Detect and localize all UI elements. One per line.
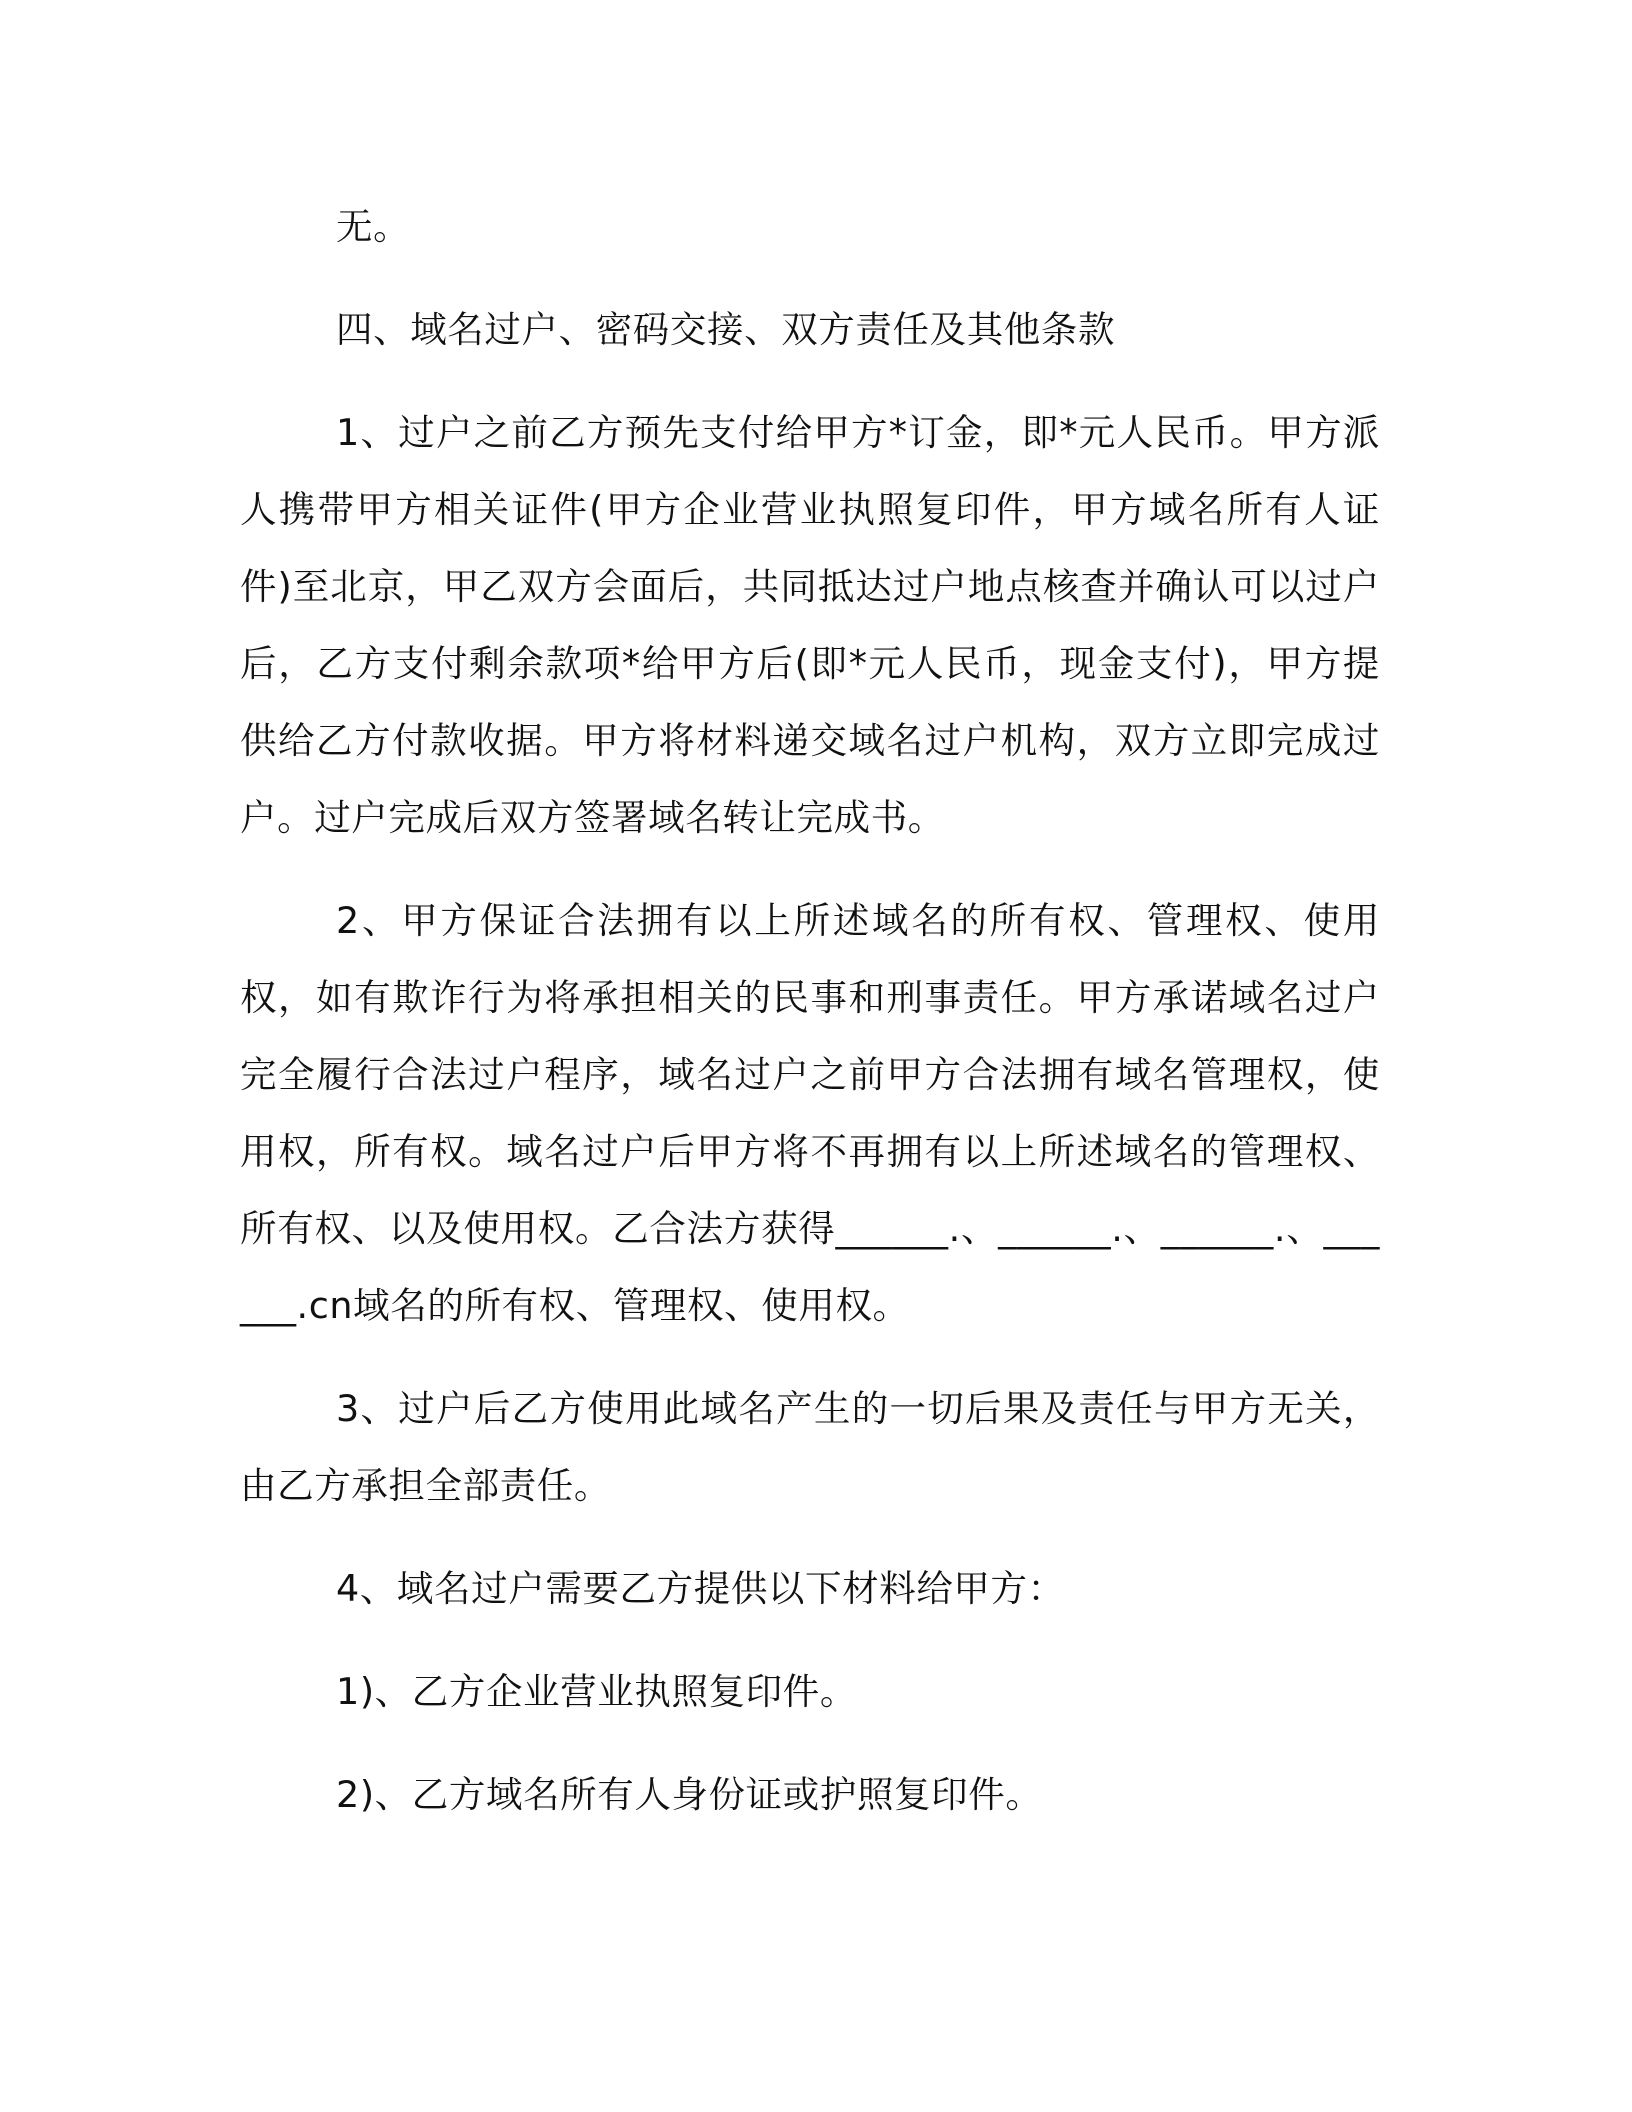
clause-4-item-2: 2)、乙方域名所有人身份证或护照复印件。 bbox=[336, 1773, 1043, 1816]
document-page bbox=[240, 188, 1380, 1859]
clause-3: 3、过户后乙方使用此域名产生的一切后果及责任与甲方无关，由乙方承担全部责任。 bbox=[240, 1387, 1380, 1507]
section-heading-four: 四、域名过户、密码交接、双方责任及其他条款 bbox=[336, 308, 1116, 351]
clause-1: 1、过户之前乙方预先支付给甲方*订金，即*元人民币。甲方派人携带甲方相关证件(甲方企业营业执照复印件，甲方域名所有人证件)至北京，甲乙双方会面后，共同抵达过户地点核查并确认可以过户后，乙方支付剩余款项*给甲方后(即*元人民币，现金支付)，甲方提供给乙方付款收据。甲方将材料递交域名过户机构，双方立即完成过户。过户完成后双方签署域名转让完成书。 bbox=[240, 411, 1380, 839]
clause-2: 2、甲方保证合法拥有以上所述域名的所有权、管理权、使用权，如有欺诈行为将承担相关的民事和刑事责任。甲方承诺域名过户完全履行合法过户程序，域名过户之前甲方合法拥有域名管理权，使用权，所有权。域名过户后甲方将不再拥有以上所述域名的管理权、所有权、以及使用权。乙合法方获得______.、______.、______.、______.cn域名的所有权、管理权、使用权。 bbox=[240, 899, 1380, 1327]
clause-4-item-1: 1)、乙方企业营业执照复印件。 bbox=[336, 1670, 857, 1713]
paragraph-none: 无。 bbox=[336, 205, 411, 248]
clause-4: 4、域名过户需要乙方提供以下材料给甲方： bbox=[336, 1567, 1065, 1610]
